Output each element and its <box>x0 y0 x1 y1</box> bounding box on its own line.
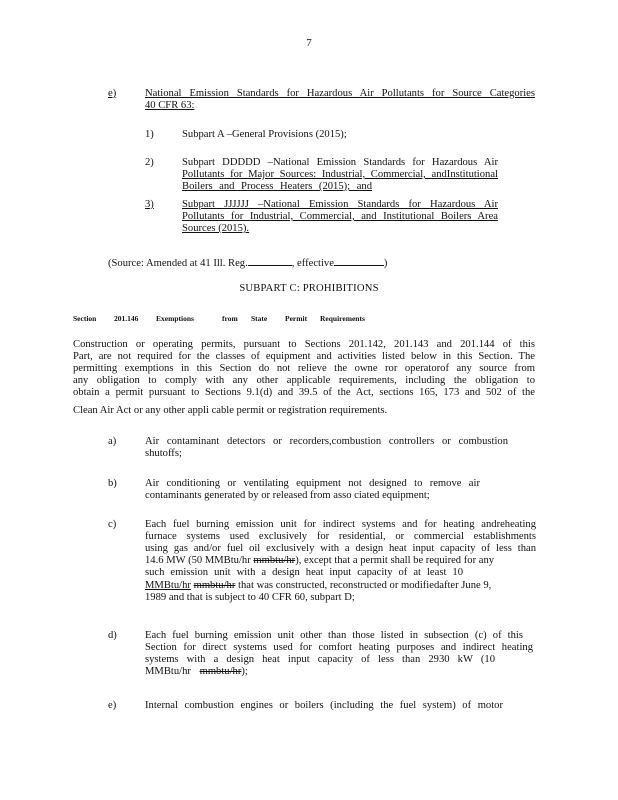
exemption-c-line2: furnace systems used exclusively for residential, or commercial establishments <box>145 531 536 542</box>
subitem-1-text: Subpart A –General Provisions (2015); <box>182 129 347 140</box>
exemption-c-line6 <box>145 580 491 592</box>
section-number: 201.146 <box>114 314 139 323</box>
section-heading <box>0 313 618 323</box>
subitem-label-1: 1) <box>145 129 154 140</box>
exemption-label-b: b) <box>108 478 117 489</box>
section-title-word-2: from <box>222 314 238 323</box>
intro-line-5: obtain a permit pursuant to Sections 9.1(d) and 39.5 of the Act, sections 165, 173 and 502 of the <box>73 387 535 398</box>
exemption-d-line3: systems with a design heat input capacity of less than 2930 kW (10 <box>145 654 495 665</box>
subitem-2-line3: Boilers and Process Heaters (2015); and <box>182 181 372 192</box>
item-label-e: e) <box>108 88 117 99</box>
exemption-d-line4 <box>145 666 248 678</box>
exemption-d-line2: Section for direct systems used for comfort heating purposes and indirect heating <box>145 642 533 653</box>
exemption-c-line7: 1989 and that is subject to 40 CFR 60, subpart D; <box>145 592 355 603</box>
c-new-unit: MMBtu/hr <box>145 580 191 591</box>
d-unit-text: MMBtu/hr <box>145 666 191 677</box>
section-word: Section <box>73 314 97 323</box>
subpart-heading: SUBPART C: PROHIBITIONS <box>239 283 379 294</box>
exemption-b-line2: contaminants generated by or released from asso ciated equipment; <box>145 490 430 501</box>
exemption-label-e: e) <box>108 700 117 711</box>
source-note <box>108 256 387 270</box>
part-e-title-line1: National Emission Standards for Hazardous Air Pollutants for Source Categories <box>145 88 535 99</box>
exemption-b-line1: Air conditioning or ventilating equipment not designed to remove air <box>145 478 480 489</box>
intro-line-6: Clean Air Act or any other appli cable permit or registration requirements. <box>73 405 388 416</box>
d-deleted-unit: mmbtu/hr <box>199 666 242 677</box>
d-line4-rest: ); <box>241 666 248 677</box>
register-blank <box>248 256 292 266</box>
exemption-c-line4 <box>145 555 494 567</box>
c-deleted-unit: mmbtu/hr <box>253 555 296 566</box>
effective-date-blank <box>334 256 384 266</box>
subitem-label-3: 3) <box>145 199 154 210</box>
exemption-d-line1: Each fuel burning emission unit other than those listed in subsection (c) of this <box>145 630 523 641</box>
exemption-c-line5: such emission unit with a design heat input capacity of at least 10 <box>145 567 463 578</box>
section-title-word-1: Exemptions <box>156 314 194 323</box>
intro-line-1: Construction or operating permits, pursuant to Sections 201.142, 201.143 and 201.144 of this <box>73 339 535 350</box>
subitem-3-line2: Pollutants for Industrial, Commercial, and Institutional Boilers Area <box>182 211 498 222</box>
exemption-c-line1: Each fuel burning emission unit for indirect systems and for heating andreheating <box>145 519 536 530</box>
subitem-3-line1: Subpart JJJJJJ –National Emission Standards for Hazardous Air <box>182 199 498 210</box>
subitem-2-line2: Pollutants for Major Sources: Industrial, Commercial, andInstitutional <box>182 169 498 180</box>
source-note-prefix: (Source: Amended at 41 Ill. Reg. <box>108 258 248 269</box>
page-number: 7 <box>306 37 312 49</box>
c-deleted-unit-2: mmbtu/hr <box>193 580 236 591</box>
c-line6-rest: that was constructed, reconstructed or modifiedafter June 9, <box>238 580 492 591</box>
exemption-c-line3: using gas and/or fuel oil exclusively with a design heat input capacity of less than <box>145 543 536 554</box>
subitem-3-line3: Sources (2015). <box>182 223 250 234</box>
section-title-word-5: Requirements <box>320 314 365 323</box>
subitem-label-2: 2) <box>145 157 154 168</box>
exemption-a-line1: Air contaminant detectors or recorders,combustion controllers or combustion <box>145 436 508 447</box>
c-capacity-text: 14.6 MW (50 MMBtu/hr <box>145 555 251 566</box>
source-note-mid: , effective <box>291 258 334 269</box>
exemption-e-line1: Internal combustion engines or boilers (including the fuel system) of motor <box>145 700 503 711</box>
intro-line-4: any obligation to comply with any other applicable requirements, including the obligation to <box>73 375 535 386</box>
exemption-label-c: c) <box>108 519 117 530</box>
source-note-suffix: ) <box>383 258 388 269</box>
intro-line-3: permitting exemptions in this Section do not relieve the owne ror operatorof any source from <box>73 363 535 374</box>
c-line4-rest: ), except that a permit shall be required for any <box>295 555 495 566</box>
intro-line-2: Part, are not required for the classes of equipment and activities listed below in this Section. The <box>73 351 535 362</box>
section-title-word-4: Permit <box>285 314 308 323</box>
exemption-label-d: d) <box>108 630 117 641</box>
part-e-title-line2: 40 CFR 63: <box>145 100 195 111</box>
exemption-a-line2: shutoffs; <box>145 448 182 459</box>
section-title-word-3: State <box>251 314 268 323</box>
subitem-2-line1: Subpart DDDDD –National Emission Standards for Hazardous Air <box>182 157 498 168</box>
exemption-label-a: a) <box>108 436 117 447</box>
